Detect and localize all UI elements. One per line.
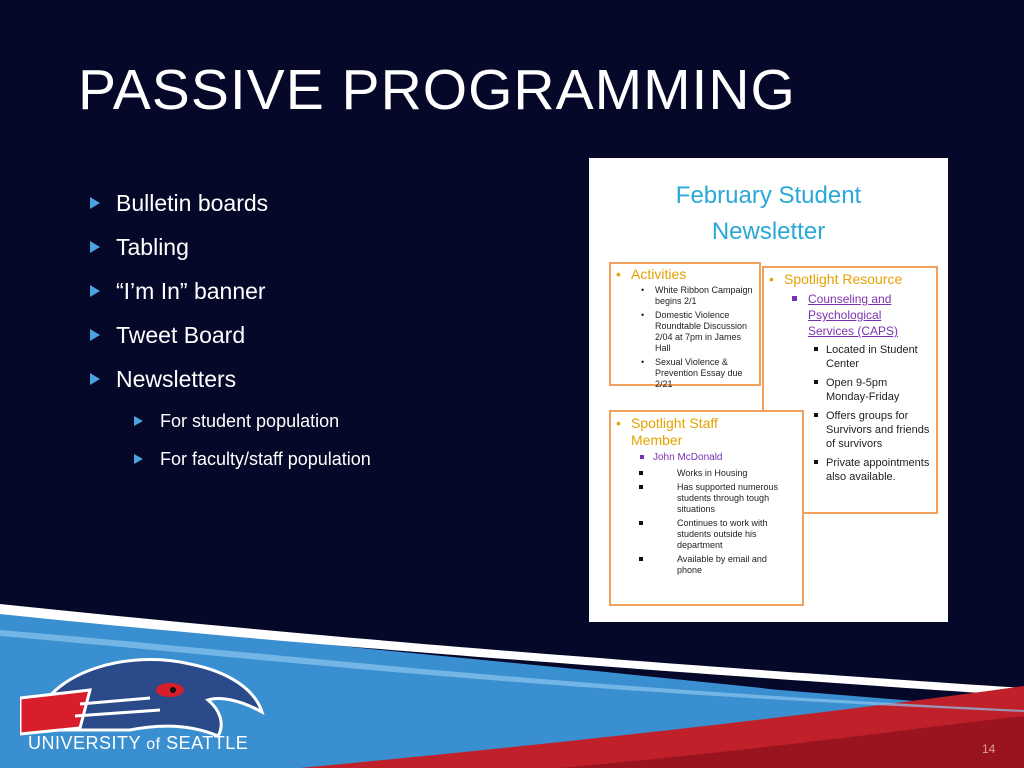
activities-heading: • Activities	[611, 266, 759, 283]
resource-item: Open 9-5pm Monday-Friday	[764, 376, 936, 404]
newsletter-image	[589, 158, 948, 622]
staff-name: John McDonald	[611, 451, 802, 464]
staff-heading-line2: Member	[631, 432, 683, 448]
logo-city: SEATTLE	[166, 733, 249, 753]
caps-link[interactable]: Counseling and Psychological Services (CAPS)	[764, 291, 908, 339]
staff-item: Continues to work with students outside his department	[611, 518, 802, 551]
newsletter-title	[589, 178, 948, 250]
logo-of: of	[146, 736, 161, 753]
sub-bullet-item: For faculty/staff population	[90, 446, 371, 484]
staff-box	[609, 410, 804, 606]
resource-heading: • Spotlight Resource	[764, 271, 936, 288]
resource-item: Private appointments also available.	[764, 456, 936, 484]
activities-list	[611, 285, 759, 390]
resource-item: Located in Student Center	[764, 343, 936, 371]
staff-item: Has supported numerous students through tough situations	[611, 482, 802, 515]
hawk-pupil-icon	[170, 687, 176, 693]
newsletter-title-line1: February Student	[675, 182, 862, 209]
activity-item: • Sexual Violence & Prevention Essay due 2/21	[611, 357, 759, 390]
slide-number: 14	[982, 742, 996, 756]
bullet-item: Bulletin boards	[90, 188, 371, 232]
bullet-item: Tweet Board	[90, 320, 371, 364]
logo-university: UNIVERSITY	[28, 733, 141, 753]
activities-box	[609, 262, 761, 389]
slide-title: PASSIVE PROGRAMMING	[78, 58, 796, 122]
staff-item: Works in Housing	[611, 468, 802, 479]
staff-heading-line1: • Spotlight Staff	[631, 415, 718, 431]
staff-item: Available by email and phone	[611, 554, 802, 576]
bullet-item: Newsletters	[90, 364, 371, 408]
staff-list	[611, 468, 802, 576]
bullet-item: “I’m In” banner	[90, 276, 371, 320]
resource-item: Offers groups for Survivors and friends of survivors	[764, 409, 936, 451]
sub-bullet-item: For student population	[90, 408, 371, 446]
hawk-red-feather-icon	[20, 690, 90, 734]
newsletter-title-line2: Newsletter	[711, 218, 826, 245]
bullet-list	[90, 188, 371, 484]
bullet-item: Tabling	[90, 232, 371, 276]
activity-item: • White Ribbon Campaign begins 2/1	[611, 285, 759, 307]
activity-item: • Domestic Violence Roundtable Discussion 2/04 at 7pm in James Hall	[611, 310, 759, 354]
staff-heading	[611, 415, 802, 449]
logo-text	[28, 733, 248, 754]
